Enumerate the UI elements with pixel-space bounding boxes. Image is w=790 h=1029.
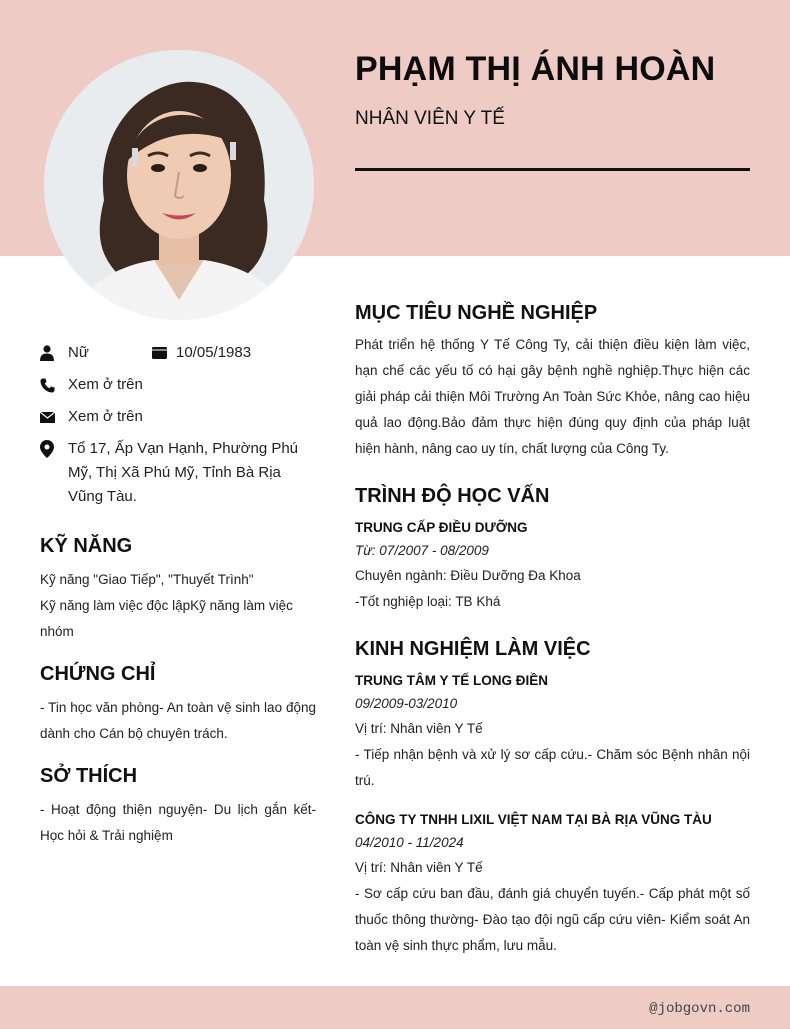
title-divider [355, 168, 750, 171]
calendar-icon [150, 341, 168, 365]
job-2-period: 04/2010 - 11/2024 [355, 835, 464, 850]
gender-row [38, 341, 89, 365]
phone-value: Xem ở trên [68, 376, 143, 393]
birthdate-value: 10/05/1983 [176, 344, 252, 361]
skills-line-2: Kỹ năng làm việc độc lậpKỹ năng làm việc nhóm [40, 598, 293, 639]
location-pin-icon [38, 437, 56, 461]
candidate-name: PHẠM THỊ ÁNH HOÀN [355, 50, 716, 88]
skills-line-1: Kỹ năng "Giao Tiếp", "Thuyết Trình" [40, 572, 254, 587]
address-row [38, 437, 316, 509]
experience-heading: KINH NGHIỆM LÀM VIỆC [355, 638, 591, 660]
job-1-description: - Tiếp nhận bệnh và xử lý sơ cấp cứu.- Chăm sóc Bệnh nhân nội trú. [355, 747, 750, 788]
job-title: NHÂN VIÊN Y TẾ [355, 108, 505, 129]
person-icon [38, 341, 56, 365]
mail-icon [38, 405, 56, 429]
objective-text: Phát triển hệ thống Y Tế Công Ty, cải thiện điều kiện làm việc, hạn chế các yếu tố có hại gây bệnh nghề nghiệp.Thực hiện các giải pháp cải thiện Môi Trường An Toàn Sức Khỏe, nâng cao hiệu quả lao động.Bảo đảm thực hiện đúng quy định của pháp luật hiện hành, nâng cao uy tín, chất lượng của Công Ty. [355, 337, 750, 456]
job-1-position: Vị trí: Nhân viên Y Tế [355, 721, 483, 736]
birthdate-row [150, 341, 251, 365]
phone-icon [38, 373, 56, 397]
education-grade: -Tốt nghiệp loại: TB Khá [355, 594, 501, 609]
footer-watermark: @jobgovn.com [649, 1001, 750, 1017]
hobbies-heading: SỞ THÍCH [40, 765, 138, 787]
job-2-company: CÔNG TY TNHH LIXIL VIỆT NAM TẠI BÀ RỊA VŨNG TÀU [355, 812, 712, 827]
job-1-company: TRUNG TÂM Y TẾ LONG ĐIỀN [355, 673, 549, 688]
job-2-description: - Sơ cấp cứu ban đầu, đánh giá chuyển tuyến.- Cấp phát một số thuốc thông thường- Đào tạo đội ngũ cấp cứu viên- Kiểm soát An toàn vệ sinh thực phẩm, lưu mẫu. [355, 886, 750, 953]
phone-row [38, 373, 143, 397]
email-value: Xem ở trên [68, 408, 143, 425]
skills-text [40, 567, 316, 645]
certificates-text: - Tin học văn phòng- An toàn vệ sinh lao động dành cho Cán bộ chuyên trách. [40, 700, 316, 741]
education-school: TRUNG CẤP ĐIỀU DƯỠNG [355, 520, 528, 535]
objective-heading: MỤC TIÊU NGHỀ NGHIỆP [355, 302, 598, 324]
education-major: Chuyên ngành: Điều Dưỡng Đa Khoa [355, 568, 581, 583]
education-period: Từ: 07/2007 - 08/2009 [355, 543, 489, 558]
education-heading: TRÌNH ĐỘ HỌC VẤN [355, 485, 550, 507]
address-value: Tổ 17, Ấp Vạn Hạnh, Phường Phú Mỹ, Thị Xã Phú Mỹ, Tỉnh Bà Rịa Vũng Tàu. [68, 440, 299, 505]
hobbies-text: - Hoạt động thiện nguyện- Du lịch gắn kết-Học hỏi & Trải nghiệm [40, 802, 316, 843]
email-row [38, 405, 143, 429]
skills-heading: KỸ NĂNG [40, 535, 133, 557]
job-1-period: 09/2009-03/2010 [355, 696, 458, 711]
profile-photo [44, 50, 314, 320]
gender-value: Nữ [68, 344, 89, 361]
certificates-heading: CHỨNG CHỈ [40, 663, 156, 685]
job-2-position: Vị trí: Nhân viên Y Tế [355, 860, 483, 875]
